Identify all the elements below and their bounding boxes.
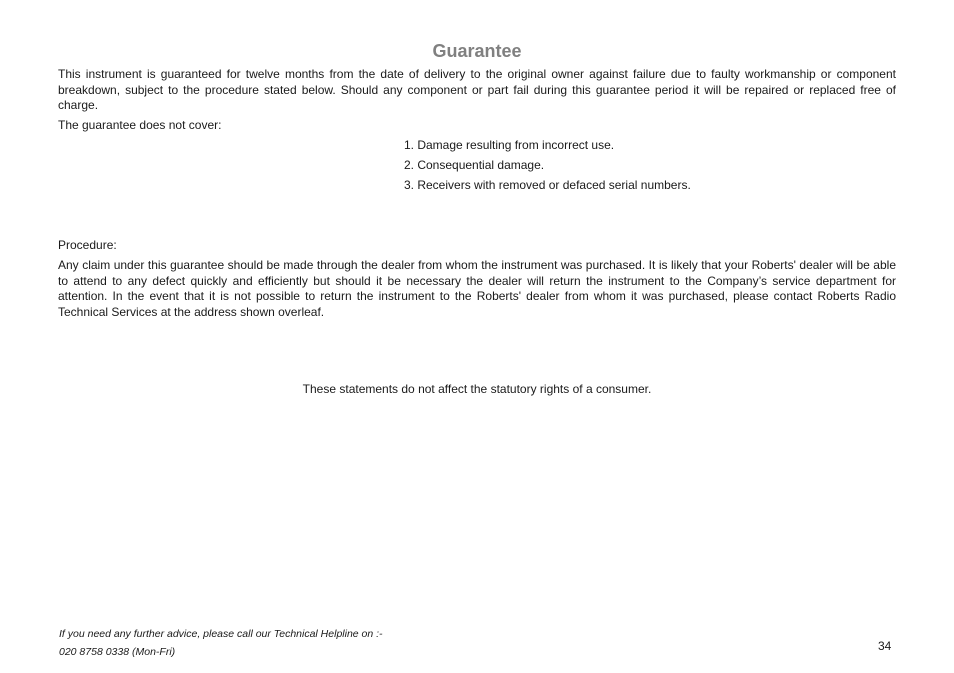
page-title: Guarantee: [432, 41, 522, 61]
exclusion-item: 2. Consequential damage.: [404, 158, 545, 172]
page-number: 34: [878, 639, 892, 653]
procedure-heading: Procedure:: [58, 238, 117, 252]
helpline-text: If you need any further advice, please call our Technical Helpline on :-: [59, 628, 383, 640]
exclusion-item: 3. Receivers with removed or defaced serial numbers.: [404, 178, 691, 192]
procedure-body: Any claim under this guarantee should be made through the dealer from whom the instrument was purchased. It is likely that your Roberts' dealer will be able to attend to any defect quickly and efficiently but should it be necessary the dealer will return the instrument to the Company’s service department for attention. In the event that it is not possible to return the instrument to the Roberts' dealer from whom it was purchased, please contact Roberts Radio Technical Services at the address shown overleaf.: [58, 258, 896, 319]
exclusions-heading: The guarantee does not cover:: [58, 118, 222, 132]
exclusion-item: 1. Damage resulting from incorrect use.: [404, 138, 615, 152]
guarantee-intro: This instrument is guaranteed for twelve months from the date of delivery to the original owner against failure due to faulty workmanship or component breakdown, subject to the procedure stated below. Should any component or part fail during this guarantee period it will be repaired or replaced free of charge.: [58, 67, 896, 112]
exclusions-list: [404, 137, 691, 197]
statutory-statement: These statements do not affect the statutory rights of a consumer.: [302, 382, 652, 396]
helpline-number: 020 8758 0338 (Mon-Fri): [59, 646, 176, 658]
